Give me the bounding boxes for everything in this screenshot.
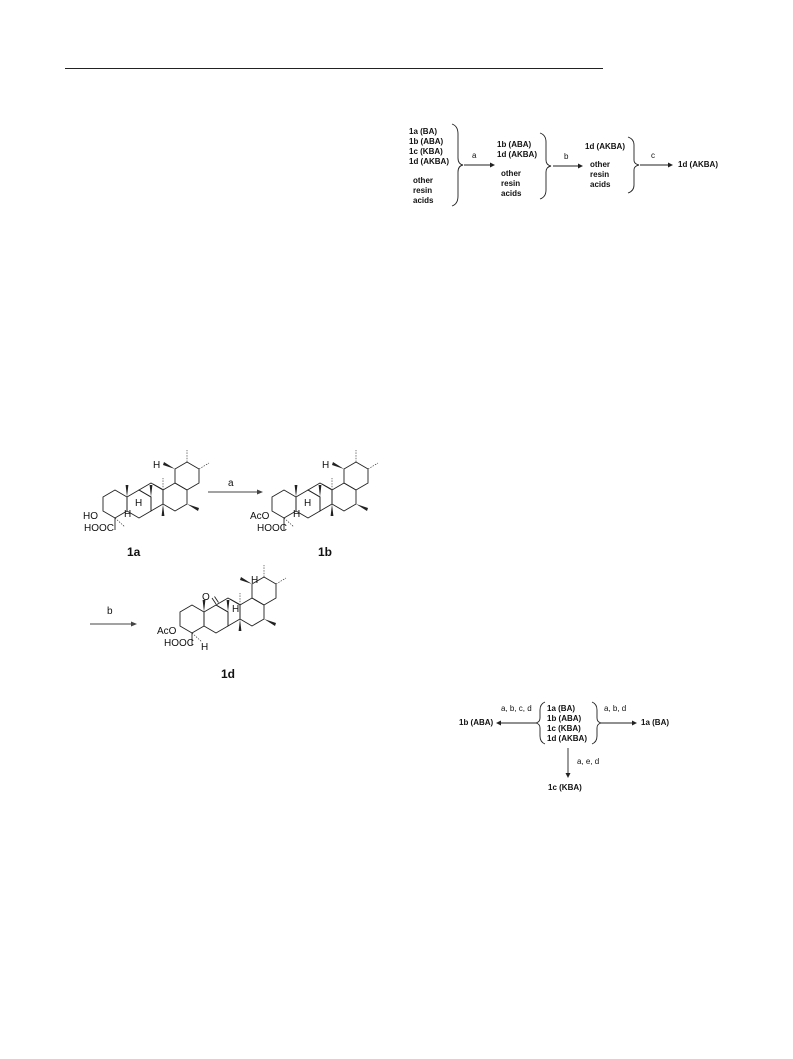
h-atom-1b-b: H (304, 498, 312, 509)
left-conditions: a, b, c, d (501, 704, 532, 713)
label-1c-kba: 1c (KBA) (409, 147, 443, 156)
label-1d-akba: 1d (AKBA) (547, 734, 587, 743)
h-atom-1d-e: H (251, 575, 259, 586)
h-atom-1d-a: H (201, 642, 209, 653)
h-atom-1a-e: H (153, 460, 161, 471)
resin-word: resin (590, 170, 610, 179)
center-list (547, 704, 587, 744)
h-atom-1a-b: H (135, 498, 143, 509)
label-1b-aba: 1b (ABA) (497, 140, 532, 149)
label-1d-akba: 1d (AKBA) (497, 150, 537, 159)
h-atom-1a-a: H (124, 509, 132, 520)
compound-label-1d: 1d (221, 667, 236, 681)
left-brace (536, 702, 545, 744)
scheme2-arrow-a-label: a (228, 478, 234, 489)
compound-label-1a: 1a (127, 545, 141, 559)
h-atom-1b-a: H (293, 509, 301, 520)
label-1a-ba: 1a (BA) (547, 704, 576, 713)
ho-group-1a: HO (83, 511, 98, 522)
right-product: 1a (BA) (641, 718, 670, 727)
step-b-label: b (564, 152, 569, 161)
label-1b-aba: 1b (ABA) (547, 714, 582, 723)
resin-word: resin (501, 179, 521, 188)
aco-group-1d: AcO (157, 626, 177, 637)
resin-word: resin (413, 186, 433, 195)
right-conditions: a, b, d (604, 704, 627, 713)
h-atom-1d-b: H (232, 604, 240, 615)
acids-word: acids (501, 189, 522, 198)
hooc-group-1d: HOOC (164, 638, 194, 649)
group3-label: 1d (AKBA) (585, 142, 625, 151)
hooc-group-1b: HOOC (257, 523, 287, 534)
acids-word: acids (590, 180, 611, 189)
ketone-oxygen: O (202, 592, 210, 603)
step-c-label: c (651, 151, 655, 160)
down-product: 1c (KBA) (548, 783, 582, 792)
label-1c-kba: 1c (KBA) (547, 724, 581, 733)
other-word: other (501, 169, 521, 178)
aco-group-1b: AcO (250, 511, 270, 522)
hooc-group-1a: HOOC (84, 523, 114, 534)
compound-label-1b: 1b (318, 545, 333, 559)
left-product: 1b (ABA) (459, 718, 494, 727)
label-1b-aba: 1b (ABA) (409, 137, 444, 146)
scheme2-arrow-b-label: b (107, 606, 113, 617)
product-label: 1d (AKBA) (678, 160, 718, 169)
acids-word: acids (413, 196, 434, 205)
label-1d-akba: 1d (AKBA) (409, 157, 449, 166)
other-word: other (413, 176, 433, 185)
down-conditions: a, e, d (577, 757, 600, 766)
right-brace (592, 702, 601, 744)
label-1a-ba: 1a (BA) (409, 127, 438, 136)
h-atom-1b-e: H (322, 460, 330, 471)
step-a-label: a (472, 151, 477, 160)
other-word: other (590, 160, 610, 169)
